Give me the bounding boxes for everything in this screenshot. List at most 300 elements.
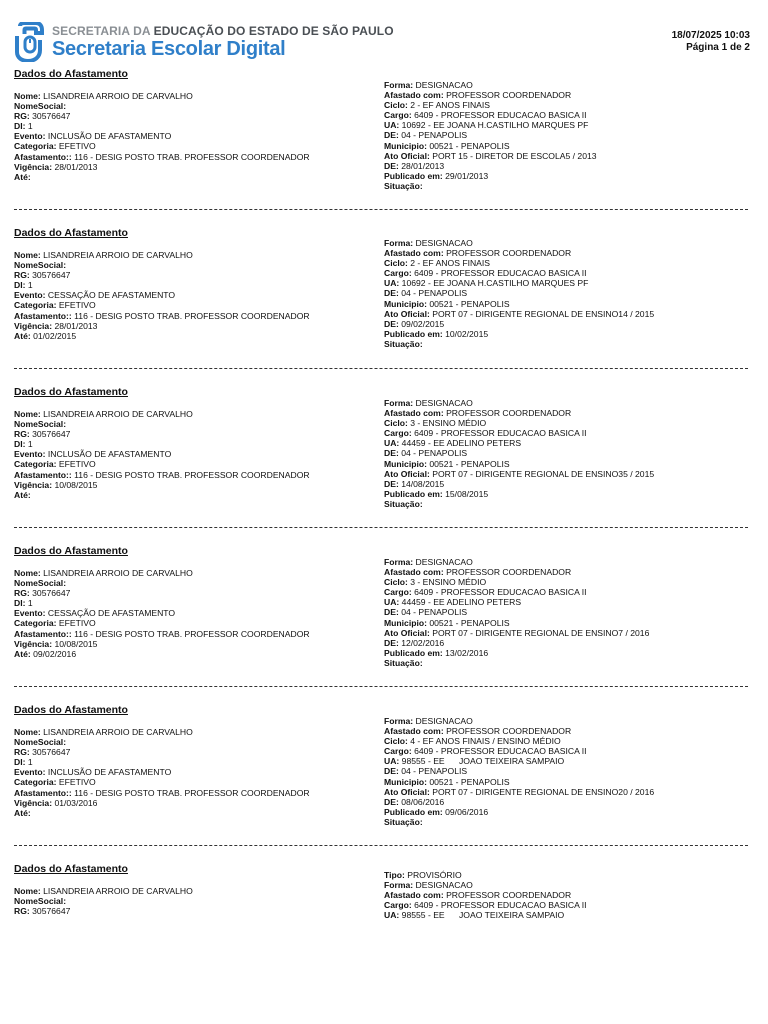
field-value: 28/01/2013 — [52, 320, 98, 331]
section-title: Dados do Afastamento — [14, 68, 128, 80]
field-label: Cargo: — [384, 587, 412, 598]
field-label: Forma: — [384, 557, 414, 567]
field-value: DESIGNACAO — [413, 398, 473, 408]
field-row — [384, 658, 649, 668]
field-row — [14, 896, 193, 906]
field-row — [14, 331, 310, 341]
field-row — [384, 716, 654, 726]
field-label: DE: — [384, 607, 399, 618]
field-label: Ciclo: — [384, 258, 408, 269]
field-label: Evento: — [14, 290, 46, 301]
field-row — [384, 288, 654, 298]
field-row — [384, 567, 649, 577]
field-value: 04 - PENAPOLIS — [398, 607, 468, 618]
right-column — [384, 557, 649, 668]
field-value: 10/08/2015 — [52, 479, 98, 490]
field-value: 6409 - PROFESSOR EDUCACAO BASICA II — [411, 900, 587, 911]
field-row — [384, 746, 654, 756]
field-value: 30576647 — [29, 270, 71, 281]
field-value: 116 - DESIG POSTO TRAB. PROFESSOR COORDENADOR — [71, 628, 310, 639]
right-column — [384, 238, 654, 349]
field-value: LISANDREIA ARROIO DE CARVALHO — [40, 727, 193, 737]
field-label: Nome: — [14, 91, 41, 101]
field-label: Afastamento:: — [14, 787, 72, 798]
field-value: PORT 07 - DIRIGENTE REGIONAL DE ENSINO35 / 2015 — [429, 468, 655, 479]
field-label: NomeSocial: — [14, 101, 67, 112]
field-value: PROFESSOR COORDENADOR — [443, 726, 572, 737]
field-row — [384, 120, 597, 130]
field-row — [384, 299, 654, 309]
field-label: Cargo: — [384, 900, 412, 911]
field-label: NomeSocial: — [14, 737, 67, 748]
field-value: 116 - DESIG POSTO TRAB. PROFESSOR COORDENADOR — [71, 310, 310, 321]
field-row — [384, 151, 597, 161]
field-row — [14, 300, 310, 310]
field-value: 00521 - PENAPOLIS — [426, 776, 510, 787]
field-label: Vigência: — [14, 638, 53, 649]
field-value: LISANDREIA ARROIO DE CARVALHO — [40, 409, 193, 419]
field-label: Cargo: — [384, 428, 412, 439]
field-label: Vigência: — [14, 479, 53, 490]
field-row — [384, 100, 597, 110]
field-row — [384, 469, 654, 479]
field-label: Ciclo: — [384, 577, 408, 588]
field-value: DESIGNACAO — [413, 238, 473, 248]
field-value: 04 - PENAPOLIS — [398, 288, 468, 299]
field-label: Afastado com: — [384, 90, 444, 101]
section-divider — [14, 686, 748, 687]
field-label: Categoria: — [14, 777, 57, 788]
field-value: 00521 - PENAPOLIS — [426, 140, 510, 151]
field-row — [384, 268, 654, 278]
field-label: DE: — [384, 796, 399, 807]
field-value: EFETIVO — [56, 777, 96, 788]
field-row — [384, 628, 649, 638]
field-value: 01/03/2016 — [52, 797, 98, 808]
field-row — [14, 409, 310, 419]
field-label: Ciclo: — [384, 736, 408, 747]
field-label: Vigência: — [14, 797, 53, 808]
field-value: 1 — [25, 439, 33, 450]
field-row — [14, 747, 310, 757]
field-label: UA: — [384, 278, 400, 289]
field-row — [14, 737, 310, 747]
field-label: Tipo: — [384, 870, 405, 880]
field-label: Vigência: — [14, 161, 53, 172]
field-label: Municipio: — [384, 298, 427, 309]
field-label: Categoria: — [14, 141, 57, 152]
field-label: RG: — [14, 111, 30, 122]
field-row — [14, 767, 310, 777]
field-value: 6409 - PROFESSOR EDUCACAO BASICA II — [411, 110, 587, 121]
field-label: DE: — [384, 160, 399, 171]
field-label: Categoria: — [14, 459, 57, 470]
field-value: EFETIVO — [56, 141, 96, 152]
field-value: CESSAÇÃO DE AFASTAMENTO — [45, 608, 176, 619]
field-row — [14, 121, 310, 131]
field-label: DE: — [384, 288, 399, 299]
field-value: EFETIVO — [56, 459, 96, 470]
field-label: DI: — [14, 439, 26, 450]
field-value: DESIGNACAO — [413, 716, 473, 726]
field-row — [384, 499, 654, 509]
field-row — [384, 736, 654, 746]
field-row — [14, 588, 310, 598]
field-label: Até: — [14, 489, 31, 500]
field-label: Nome: — [14, 568, 41, 578]
field-row — [384, 597, 649, 607]
field-label: Afastamento:: — [14, 628, 72, 639]
section-divider — [14, 368, 748, 369]
field-label: NomeSocial: — [14, 896, 67, 907]
field-label: Situação: — [384, 657, 423, 668]
field-value: 4 - EF ANOS FINAIS / ENSINO MÉDIO — [407, 736, 561, 747]
field-row — [14, 172, 310, 182]
field-row — [384, 607, 649, 617]
field-row — [384, 587, 649, 597]
field-value: 1 — [25, 598, 33, 609]
field-label: Forma: — [384, 238, 414, 248]
section-divider — [14, 845, 748, 846]
right-column — [384, 716, 654, 827]
field-value: PORT 07 - DIRIGENTE REGIONAL DE ENSINO14 / 2015 — [429, 308, 655, 319]
field-value: 98555 - EE JOAO TEIXEIRA SAMPAIO — [399, 910, 565, 921]
field-label: RG: — [14, 747, 30, 758]
left-column — [14, 886, 193, 916]
field-label: Categoria: — [14, 300, 57, 311]
field-row — [384, 258, 654, 268]
field-row — [384, 181, 597, 191]
report-header — [14, 22, 754, 66]
field-row — [384, 309, 654, 319]
field-row — [384, 756, 654, 766]
field-row — [384, 766, 654, 776]
field-value: 00521 - PENAPOLIS — [426, 298, 510, 309]
field-value: 116 - DESIG POSTO TRAB. PROFESSOR COORDENADOR — [71, 469, 310, 480]
field-row — [384, 80, 597, 90]
field-label: Até: — [14, 171, 31, 182]
field-row — [384, 777, 654, 787]
field-label: Até: — [14, 330, 31, 341]
field-row — [384, 278, 654, 288]
field-row — [14, 777, 310, 787]
field-label: Ato Oficial: — [384, 627, 430, 638]
field-row — [384, 398, 654, 408]
field-value: 3 - ENSINO MÉDIO — [407, 577, 487, 588]
field-row — [14, 798, 310, 808]
field-label: Afastamento:: — [14, 469, 72, 480]
field-value: LISANDREIA ARROIO DE CARVALHO — [40, 886, 193, 896]
field-label: Ciclo: — [384, 100, 408, 111]
left-column — [14, 727, 310, 818]
field-value: 04 - PENAPOLIS — [398, 766, 468, 777]
field-value: DESIGNACAO — [413, 80, 473, 90]
field-label: Cargo: — [384, 746, 412, 757]
field-label: Publicado em: — [384, 328, 443, 339]
field-label: Evento: — [14, 767, 46, 778]
field-value: 30576647 — [29, 111, 71, 122]
field-row — [384, 418, 654, 428]
field-label: Cargo: — [384, 268, 412, 279]
field-label: Municipio: — [384, 776, 427, 787]
right-column — [384, 398, 654, 509]
left-column — [14, 568, 310, 659]
section-title: Dados do Afastamento — [14, 386, 128, 398]
field-value: 15/08/2015 — [442, 488, 489, 499]
right-column — [384, 80, 597, 191]
field-label: DE: — [384, 478, 399, 489]
field-label: DI: — [14, 598, 26, 609]
field-value: PROFESSOR COORDENADOR — [443, 408, 572, 419]
field-row — [14, 618, 310, 628]
field-value: EFETIVO — [56, 300, 96, 311]
field-value: 6409 - PROFESSOR EDUCACAO BASICA II — [411, 746, 587, 757]
field-row — [14, 568, 310, 578]
field-label: DE: — [384, 637, 399, 648]
field-row — [14, 260, 310, 270]
field-row — [384, 161, 597, 171]
left-column — [14, 409, 310, 500]
field-label: Forma: — [384, 716, 414, 726]
field-label: Ato Oficial: — [384, 150, 430, 161]
field-value: INCLUSÃO DE AFASTAMENTO — [45, 767, 172, 778]
field-row — [384, 870, 587, 880]
report-meta — [672, 30, 750, 54]
field-value: 10692 - EE JOANA H.CASTILHO MARQUES PF — [399, 278, 589, 289]
field-label: UA: — [384, 910, 400, 921]
field-row — [14, 490, 310, 500]
field-value: INCLUSÃO DE AFASTAMENTO — [45, 131, 172, 142]
field-value: 08/06/2016 — [398, 796, 445, 807]
field-value: 28/01/2013 — [52, 161, 98, 172]
right-column — [384, 870, 587, 920]
field-value: 30576647 — [29, 906, 71, 917]
field-value: PORT 07 - DIRIGENTE REGIONAL DE ENSINO20 / 2016 — [429, 786, 655, 797]
field-label: Municipio: — [384, 617, 427, 628]
timestamp: 18/07/2025 10:03 — [671, 30, 750, 41]
field-row — [14, 808, 310, 818]
field-label: Afastado com: — [384, 890, 444, 901]
field-value: 6409 - PROFESSOR EDUCACAO BASICA II — [411, 428, 587, 439]
field-row — [384, 90, 597, 100]
field-value: 1 — [25, 121, 33, 132]
field-value: 10692 - EE JOANA H.CASTILHO MARQUES PF — [399, 120, 589, 131]
field-label: Publicado em: — [384, 806, 443, 817]
field-label: Vigência: — [14, 320, 53, 331]
field-value: 44459 - EE ADELINO PETERS — [399, 597, 522, 608]
section-title: Dados do Afastamento — [14, 545, 128, 557]
field-row — [14, 629, 310, 639]
field-label: NomeSocial: — [14, 419, 67, 430]
field-row — [14, 608, 310, 618]
field-row — [384, 438, 654, 448]
field-row — [14, 906, 193, 916]
field-row — [14, 101, 310, 111]
field-label: Evento: — [14, 131, 46, 142]
field-row — [384, 408, 654, 418]
field-label: Publicado em: — [384, 170, 443, 181]
system-name: Secretaria Escolar Digital — [52, 38, 286, 60]
section-divider — [14, 527, 748, 528]
field-label: Situação: — [384, 338, 423, 349]
field-value: PROFESSOR COORDENADOR — [443, 567, 572, 578]
field-label: Publicado em: — [384, 647, 443, 658]
field-label: Nome: — [14, 886, 41, 896]
left-column — [14, 250, 310, 341]
field-label: Situação: — [384, 498, 423, 509]
field-label: Forma: — [384, 880, 414, 891]
field-label: Ato Oficial: — [384, 308, 430, 319]
section-title: Dados do Afastamento — [14, 704, 128, 716]
field-row — [384, 130, 597, 140]
field-row — [384, 557, 649, 567]
field-label: Evento: — [14, 608, 46, 619]
field-row — [14, 250, 310, 260]
field-row — [384, 807, 654, 817]
field-row — [384, 900, 587, 910]
field-row — [14, 131, 310, 141]
field-value: 13/02/2016 — [442, 647, 489, 658]
field-row — [14, 321, 310, 331]
field-row — [384, 726, 654, 736]
field-value: 44459 - EE ADELINO PETERS — [399, 438, 522, 449]
field-row — [384, 339, 654, 349]
field-label: DI: — [14, 121, 26, 132]
field-row — [14, 459, 310, 469]
field-value: 30576647 — [29, 588, 71, 599]
field-label: Situação: — [384, 816, 423, 827]
section-title: Dados do Afastamento — [14, 863, 128, 875]
field-label: UA: — [384, 756, 400, 767]
field-row — [384, 448, 654, 458]
field-label: Situação: — [384, 180, 423, 191]
field-row — [384, 797, 654, 807]
field-label: Evento: — [14, 449, 46, 460]
field-label: NomeSocial: — [14, 260, 67, 271]
page-number: Página 1 de 2 — [686, 42, 750, 53]
field-label: DE: — [384, 766, 399, 777]
field-row — [384, 910, 587, 920]
field-label: DI: — [14, 757, 26, 768]
field-label: UA: — [384, 120, 400, 131]
field-label: DE: — [384, 130, 399, 141]
field-value: LISANDREIA ARROIO DE CARVALHO — [40, 568, 193, 578]
field-row — [384, 817, 654, 827]
field-row — [14, 649, 310, 659]
field-value: 14/08/2015 — [398, 478, 445, 489]
field-row — [384, 638, 649, 648]
field-row — [384, 648, 649, 658]
field-label: RG: — [14, 906, 30, 917]
field-value: 30576647 — [29, 747, 71, 758]
field-value: 1 — [25, 280, 33, 291]
field-row — [384, 238, 654, 248]
field-row — [14, 270, 310, 280]
field-label: Nome: — [14, 409, 41, 419]
field-label: RG: — [14, 429, 30, 440]
field-value: 3 - ENSINO MÉDIO — [407, 418, 487, 429]
field-value: 2 - EF ANOS FINAIS — [407, 100, 491, 111]
left-column — [14, 91, 310, 182]
field-row — [14, 162, 310, 172]
field-row — [384, 171, 597, 181]
field-value: 6409 - PROFESSOR EDUCACAO BASICA II — [411, 587, 587, 598]
field-row — [14, 598, 310, 608]
field-label: Até: — [14, 807, 31, 818]
field-row — [14, 439, 310, 449]
field-value: 6409 - PROFESSOR EDUCACAO BASICA II — [411, 268, 587, 279]
field-row — [14, 757, 310, 767]
field-row — [384, 459, 654, 469]
field-row — [14, 470, 310, 480]
field-label: Categoria: — [14, 618, 57, 629]
field-label: DE: — [384, 448, 399, 459]
field-value: 1 — [25, 757, 33, 768]
field-row — [14, 480, 310, 490]
field-value: 29/01/2013 — [442, 170, 489, 181]
field-value: 2 - EF ANOS FINAIS — [407, 258, 491, 269]
section-divider — [14, 209, 748, 210]
field-value: 30576647 — [29, 429, 71, 440]
field-label: NomeSocial: — [14, 578, 67, 589]
field-label: Afastado com: — [384, 408, 444, 419]
field-label: Forma: — [384, 398, 414, 408]
field-row — [14, 91, 310, 101]
field-value: 04 - PENAPOLIS — [398, 130, 468, 141]
field-label: Municipio: — [384, 458, 427, 469]
field-label: Afastado com: — [384, 726, 444, 737]
field-label: RG: — [14, 588, 30, 599]
field-row — [14, 449, 310, 459]
field-label: Publicado em: — [384, 488, 443, 499]
field-value: 09/02/2015 — [398, 318, 445, 329]
field-row — [14, 152, 310, 162]
field-row — [14, 429, 310, 439]
field-row — [384, 618, 649, 628]
field-label: Ato Oficial: — [384, 786, 430, 797]
field-value: DESIGNACAO — [413, 557, 473, 567]
field-label: UA: — [384, 438, 400, 449]
field-row — [384, 890, 587, 900]
field-row — [384, 489, 654, 499]
field-label: Municipio: — [384, 140, 427, 151]
field-row — [384, 787, 654, 797]
field-label: UA: — [384, 597, 400, 608]
field-label: Ato Oficial: — [384, 468, 430, 479]
field-row — [14, 290, 310, 300]
field-value: 28/01/2013 — [398, 160, 445, 171]
field-value: PORT 07 - DIRIGENTE REGIONAL DE ENSINO7 / 2016 — [429, 627, 650, 638]
field-row — [384, 141, 597, 151]
field-value: 00521 - PENAPOLIS — [426, 458, 510, 469]
field-value: LISANDREIA ARROIO DE CARVALHO — [40, 91, 193, 101]
sed-logo-icon — [14, 22, 50, 62]
field-value: DESIGNACAO — [413, 880, 473, 891]
field-value: 116 - DESIG POSTO TRAB. PROFESSOR COORDENADOR — [71, 151, 310, 162]
field-value: EFETIVO — [56, 618, 96, 629]
org-name: SECRETARIA DA EDUCAÇÃO DO ESTADO DE SÃO PAULO — [52, 24, 394, 38]
field-value: PROFESSOR COORDENADOR — [443, 248, 572, 259]
field-row — [384, 248, 654, 258]
field-row — [14, 639, 310, 649]
field-value: PORT 15 - DIRETOR DE ESCOLA5 / 2013 — [429, 150, 597, 161]
field-row — [384, 428, 654, 438]
field-value: 09/02/2016 — [30, 648, 77, 659]
field-value: PROFESSOR COORDENADOR — [443, 90, 572, 101]
field-value: INCLUSÃO DE AFASTAMENTO — [45, 449, 172, 460]
field-row — [384, 880, 587, 890]
field-value: PROFESSOR COORDENADOR — [443, 890, 572, 901]
